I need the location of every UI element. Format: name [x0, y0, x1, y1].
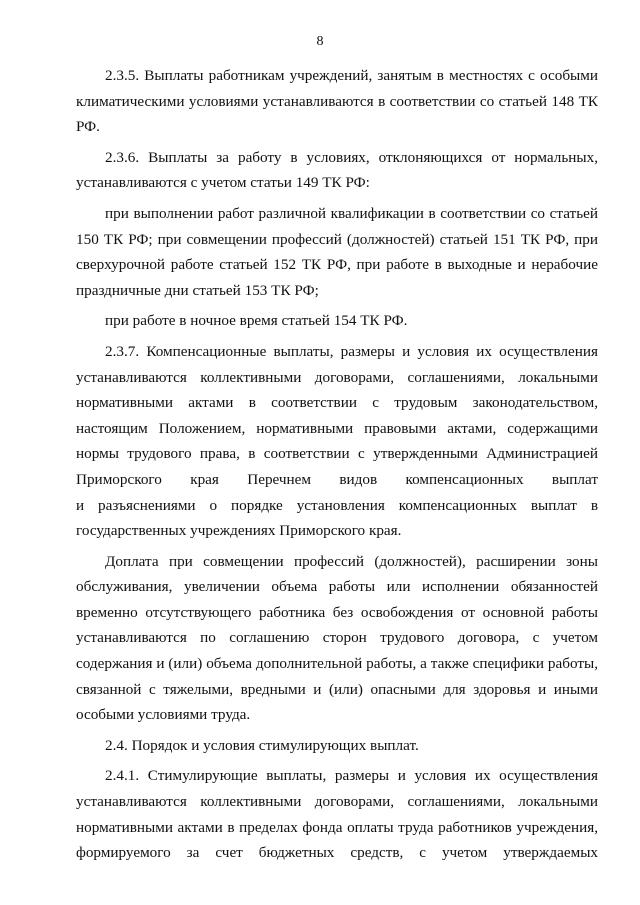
text-line: устанавливаются с учетом статьи 149 ТК РФ:: [76, 174, 370, 192]
paragraph-2-3-6-list-b: [76, 308, 598, 334]
text-line: особыми условиями труда.: [76, 706, 251, 724]
text-line: Доплата при совмещении профессий (должностей), расширении зоны: [105, 552, 598, 570]
paragraph-2-3-7: [76, 339, 598, 544]
text-line: устанавливаются коллективными договорами, соглашениями, локальными: [76, 793, 598, 811]
text-line: 2.3.5. Выплаты работникам учреждений, занятым в местностях с особыми: [105, 67, 598, 84]
text-line: 2.4.1. Стимулирующие выплаты, размеры и условия их осуществления: [105, 767, 598, 785]
text-line: обслуживания, увеличении объема работы или исполнении обязанностей: [76, 578, 598, 596]
text-line: устанавливаются по соглашению сторон трудового договора, с учетом: [76, 629, 598, 647]
text-line: содержания и (или) объема дополнительной работы, а также специфики работы,: [76, 655, 598, 673]
page-number: 8: [316, 34, 324, 49]
text-line: при выполнении работ различной квалификации в соответствии со статьей: [105, 204, 598, 222]
paragraph-2-3-6-list-a: [76, 201, 598, 303]
text-line: государственных учреждениях Приморского края.: [76, 522, 402, 540]
text-line: временно отсутствующего работника без освобождения от основной работы: [76, 603, 598, 621]
text-line: 2.3.6. Выплаты за работу в условиях, отклоняющихся от нормальных,: [105, 148, 598, 166]
paragraph-2-4: [76, 733, 598, 759]
paragraph-2-3-6: [76, 145, 598, 196]
text-line: сверхурочной работе статьей 152 ТК РФ, при работе в выходные и нерабочие: [76, 256, 598, 274]
text-line: Приморского края Перечнем видов компенсационных выплат: [76, 470, 598, 488]
text-line: и разъяснениями о порядке установления компенсационных выплат в: [76, 496, 598, 514]
text-line: РФ.: [76, 118, 100, 136]
text-line: 150 ТК РФ; при совмещении профессий (должностей) статьей 151 ТК РФ, при: [76, 230, 598, 248]
text-line: формируемого за счет бюджетных средств, с учетом утверждаемых: [76, 844, 598, 862]
text-line: настоящим Положением, нормативными правовыми актами, содержащими: [76, 419, 598, 437]
text-line: при работе в ночное время статьей 154 ТК РФ.: [105, 312, 408, 330]
paragraph-2-3-5: [76, 63, 598, 140]
text-line: устанавливаются коллективными договорами, соглашениями, локальными: [76, 368, 598, 386]
text-line: праздничные дни статьей 153 ТК РФ;: [76, 281, 319, 299]
text-line: климатическими условиями устанавливаются в соответствии со статьей 148 ТК: [76, 92, 598, 110]
document-body: [76, 63, 598, 871]
text-line: нормативными актами в пределах фонда оплаты труда работников учреждения,: [76, 818, 598, 836]
text-line: связанной с тяжелыми, вредными и (или) опасными для здоровья и иными: [76, 680, 598, 698]
text-line: 2.4. Порядок и условия стимулирующих выплат.: [105, 736, 419, 754]
paragraph-2-3-7-surcharge: [76, 549, 598, 728]
text-line: нормативными актами в соответствии с трудовым законодательством,: [76, 394, 598, 412]
text-line: 2.3.7. Компенсационные выплаты, размеры и условия их осуществления: [105, 342, 598, 360]
paragraph-2-4-1: [76, 763, 598, 865]
text-line: нормы трудового права, в соответствии с утвержденными Администрацией: [76, 445, 598, 463]
